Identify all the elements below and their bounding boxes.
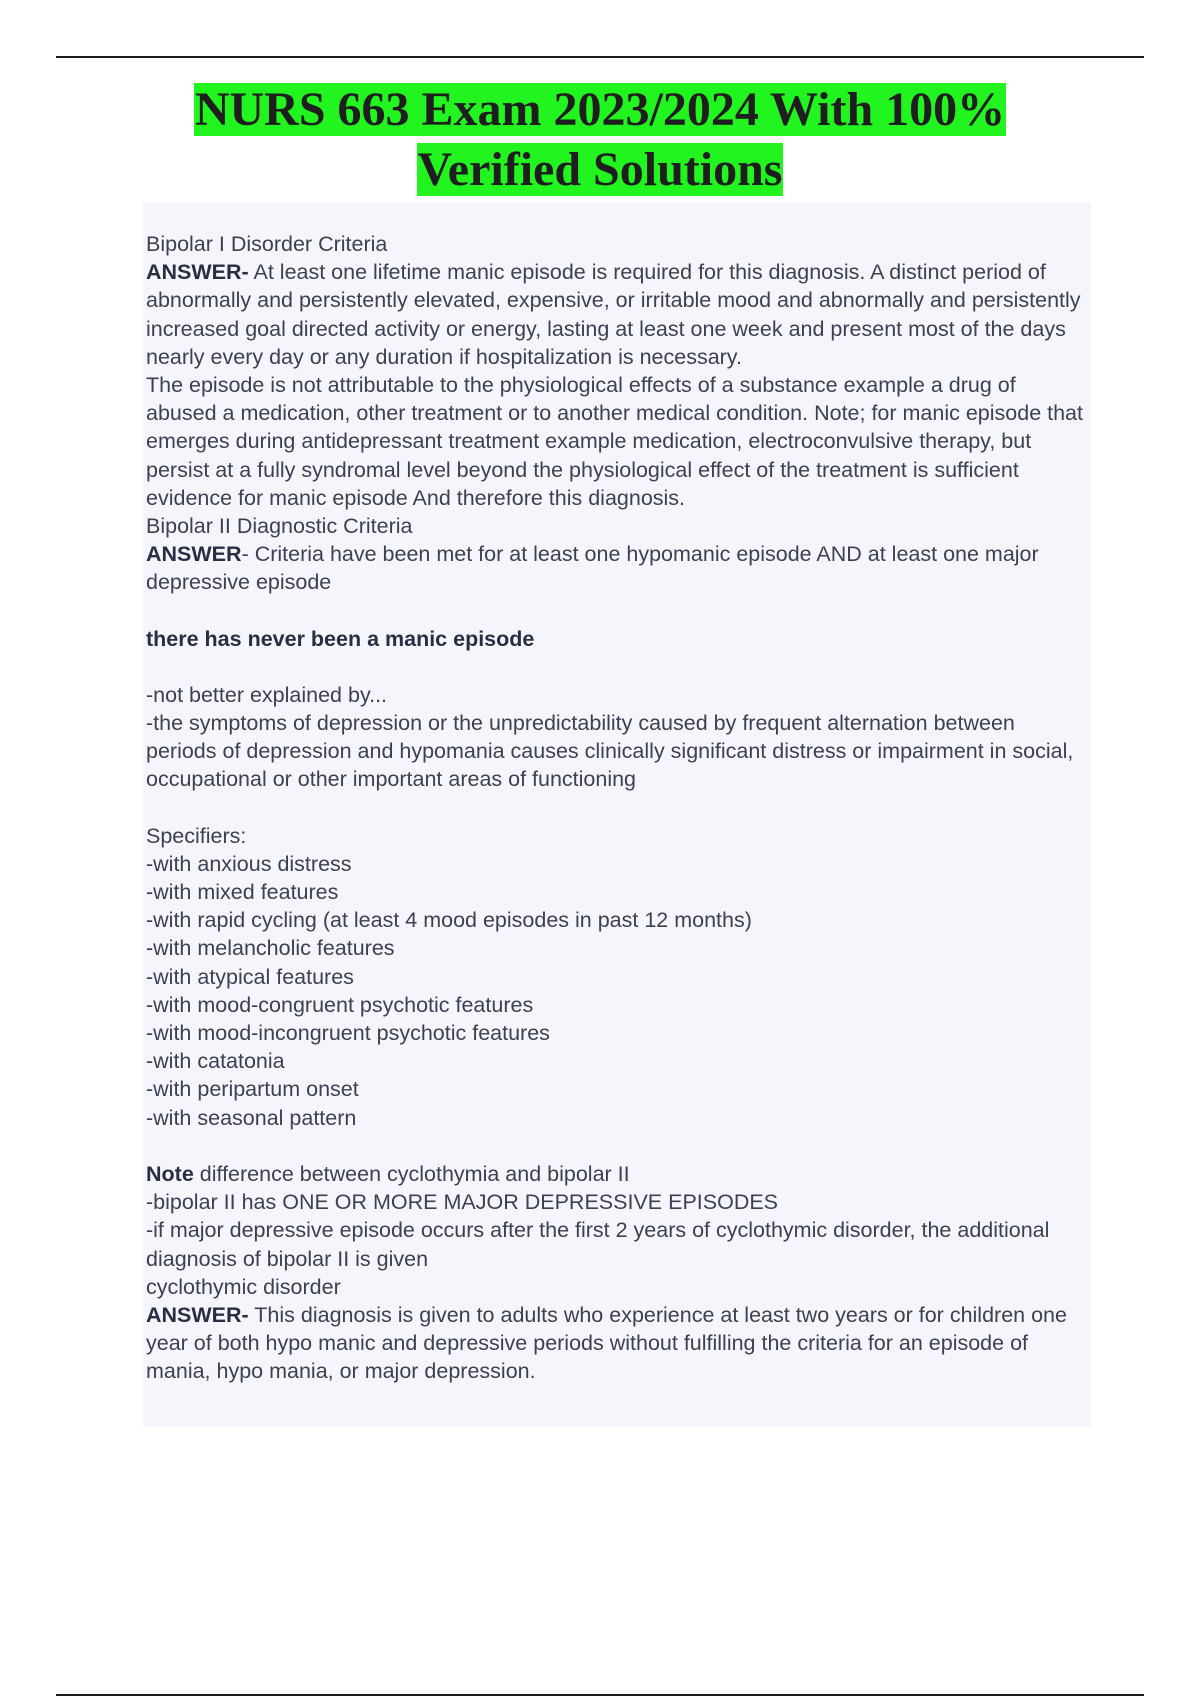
specifier-item: -with anxious distress: [146, 851, 352, 876]
q2-title: Bipolar II Diagnostic Criteria: [146, 514, 413, 539]
q3-answer: [146, 1301, 1083, 1386]
q2-bold-text: there has never been a manic episode: [146, 626, 535, 651]
q2-not-explained: -not better explained by...: [146, 682, 388, 707]
note-label: Note: [146, 1161, 194, 1186]
spacer: [146, 1132, 1083, 1160]
page-title: [60, 80, 1140, 200]
q1-answer-text: At least one lifetime manic episode is required for this diagnosis. A distinct period of abnormally and persistently elevated, expensive, or irritable mood and abnormally and persistently increased goal directed activity or energy, lasting at least one week and present most of the days nearly every day or any duration if hospitalization is necessary.: [146, 260, 1081, 369]
q3-answer-label: ANSWER-: [146, 1302, 249, 1327]
spacer: [146, 597, 1083, 625]
specifier-item: -with atypical features: [146, 964, 354, 989]
q1-title: Bipolar I Disorder Criteria: [146, 232, 388, 256]
q2-answer-label: ANSWER: [146, 542, 242, 567]
specifier-item: -with mood-incongruent psychotic features: [146, 1021, 550, 1046]
q2-answer-text: - Criteria have been met for at least one hypomanic episode AND at least one major depressive episode: [146, 542, 1039, 595]
specifier-item: -with peripartum onset: [146, 1077, 359, 1102]
specifier-item: -with catatonia: [146, 1049, 285, 1074]
specifier-item: -with seasonal pattern: [146, 1105, 357, 1130]
title-line-2: Verified Solutions: [417, 143, 783, 196]
specifiers-heading: Specifiers:: [146, 823, 247, 848]
q1-answer-continued: The episode is not attributable to the physiological effects of a substance example a drug of abused a medication, other treatment or to another medical condition. Note; for manic episode that emerges during antidepressant treatment example medication, electroconvulsive therapy, but persist at a fully syndromal level beyond the physiological effect of the treatment is sufficient evidence for manic episode And therefore this diagnosis.: [146, 373, 1083, 510]
note-text: difference between cyclothymia and bipolar II: [193, 1161, 630, 1186]
q2-answer: [146, 540, 1083, 596]
top-rule: [56, 56, 1144, 58]
q1-answer-label: ANSWER-: [146, 260, 249, 285]
specifier-item: -with mood-congruent psychotic features: [146, 992, 534, 1017]
bottom-rule: [56, 1694, 1144, 1696]
q3-title: cyclothymic disorder: [146, 1274, 341, 1299]
spacer: [146, 653, 1083, 681]
note-line: [146, 1160, 1083, 1188]
specifier-item: -with rapid cycling (at least 4 mood episodes in past 12 months): [146, 908, 752, 933]
q2-symptoms: -the symptoms of depression or the unpredictability caused by frequent alternation between periods of depression and hypomania causes clinically significant distress or impairment in social, occupational or other important areas of functioning: [146, 711, 1074, 792]
q3-answer-text: This diagnosis is given to adults who experience at least two years or for children one year of both hypo manic and depressive periods without fulfilling the criteria for an episode of mania, hypo mania, or major depression.: [146, 1302, 1067, 1384]
specifiers-list: [146, 850, 1083, 1132]
specifier-item: -with melancholic features: [146, 936, 395, 961]
specifier-item: -with mixed features: [146, 880, 339, 905]
q2-bold-line: [146, 625, 1083, 653]
note-line-2: -bipolar II has ONE OR MORE MAJOR DEPRESSIVE EPISODES: [146, 1190, 779, 1215]
spacer: [146, 794, 1083, 822]
title-line-1: NURS 663 Exam 2023/2024 With 100%: [194, 83, 1006, 136]
note-line-3: -if major depressive episode occurs after the first 2 years of cyclothymic disorder, the additional diagnosis of bipolar II is given: [146, 1218, 1050, 1271]
study-content: [143, 202, 1091, 1426]
q1-answer: [146, 258, 1083, 371]
